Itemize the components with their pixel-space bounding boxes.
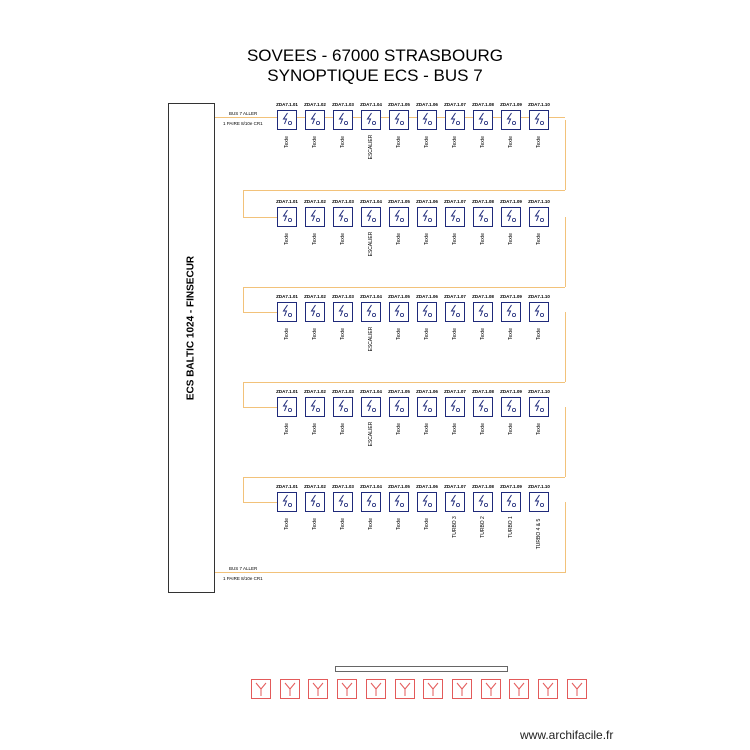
break-glass-call-point-icon (333, 302, 353, 322)
device-label: Texte (284, 423, 290, 435)
device-code: ZDA7.1.07 (444, 294, 466, 299)
antenna-icon (481, 679, 501, 699)
device-label: Texte (312, 233, 318, 245)
break-glass-call-point-icon (361, 397, 381, 417)
device-code: ZDA7.1.05 (388, 199, 410, 204)
device-label: Texte (452, 328, 458, 340)
bus-wire-return (243, 382, 565, 383)
bus-wire-drop (243, 477, 244, 502)
device-code: ZDA7.1.03 (332, 199, 354, 204)
device-label: Texte (396, 423, 402, 435)
antenna-icon (538, 679, 558, 699)
device-code: ZDA7.1.10 (528, 389, 550, 394)
device-label: Texte (508, 233, 514, 245)
device-code: ZDA7.1.02 (304, 102, 326, 107)
device-label: Texte (312, 518, 318, 530)
device-code: ZDA7.1.02 (304, 294, 326, 299)
break-glass-call-point-icon (529, 302, 549, 322)
break-glass-call-point-icon (277, 302, 297, 322)
bus-bottom-cable: 1 PAIRE 8/10e CR1 (223, 576, 263, 581)
break-glass-call-point-icon (389, 110, 409, 130)
device-label: TURBO 4 & 5 (536, 518, 542, 549)
break-glass-call-point-icon (473, 302, 493, 322)
break-glass-call-point-icon (445, 397, 465, 417)
device-code: ZDA7.1.09 (500, 294, 522, 299)
bus-wire-drop (565, 120, 566, 190)
device-code: ZDA7.1.08 (472, 484, 494, 489)
bus-top-cable: 1 PAIRE 8/10e CR1 (223, 121, 263, 126)
device-code: ZDA7.1.08 (472, 294, 494, 299)
device-label: Texte (424, 136, 430, 148)
break-glass-call-point-icon (389, 492, 409, 512)
break-glass-call-point-icon (529, 492, 549, 512)
repeater-bar (335, 666, 508, 672)
device-label: ESCALIER (368, 134, 374, 160)
bus-wire-feed (243, 407, 277, 408)
device-code: ZDA7.1.06 (416, 484, 438, 489)
device-label: Texte (396, 518, 402, 530)
device-label: Texte (480, 233, 486, 245)
device-label: Texte (312, 328, 318, 340)
device-label: Texte (452, 136, 458, 148)
bus-wire-return (243, 477, 565, 478)
device-label: TURBO 2 (480, 516, 486, 539)
bus-wire-drop (565, 217, 566, 287)
break-glass-call-point-icon (473, 207, 493, 227)
device-code: ZDA7.1.08 (472, 199, 494, 204)
break-glass-call-point-icon (305, 397, 325, 417)
device-code: ZDA7.1.03 (332, 484, 354, 489)
device-code: ZDA7.1.05 (388, 102, 410, 107)
watermark: www.archifacile.fr (520, 728, 614, 742)
bus-wire-return (243, 190, 565, 191)
device-label: Texte (452, 423, 458, 435)
bus-wire-drop (243, 287, 244, 312)
device-code: ZDA7.1.01 (276, 294, 298, 299)
device-code: ZDA7.1.02 (304, 199, 326, 204)
break-glass-call-point-icon (529, 110, 549, 130)
device-code: ZDA7.1.05 (388, 389, 410, 394)
antenna-icon (308, 679, 328, 699)
device-code: ZDA7.1.01 (276, 102, 298, 107)
break-glass-call-point-icon (333, 492, 353, 512)
device-label: Texte (508, 136, 514, 148)
device-code: ZDA7.1.04 (360, 102, 382, 107)
device-label: Texte (368, 518, 374, 530)
break-glass-call-point-icon (305, 302, 325, 322)
device-code: ZDA7.1.07 (444, 102, 466, 107)
break-glass-call-point-icon (417, 110, 437, 130)
break-glass-call-point-icon (417, 492, 437, 512)
device-label: Texte (536, 136, 542, 148)
bus-wire-feed (243, 312, 277, 313)
device-label: Texte (396, 328, 402, 340)
device-label: Texte (340, 136, 346, 148)
device-code: ZDA7.1.02 (304, 484, 326, 489)
break-glass-call-point-icon (501, 492, 521, 512)
break-glass-call-point-icon (277, 207, 297, 227)
device-code: ZDA7.1.10 (528, 294, 550, 299)
break-glass-call-point-icon (473, 397, 493, 417)
device-label: Texte (396, 233, 402, 245)
device-label: Texte (508, 423, 514, 435)
break-glass-call-point-icon (305, 110, 325, 130)
device-label: Texte (284, 136, 290, 148)
device-label: Texte (424, 518, 430, 530)
break-glass-call-point-icon (389, 397, 409, 417)
break-glass-call-point-icon (529, 397, 549, 417)
device-label: Texte (536, 423, 542, 435)
device-code: ZDA7.1.06 (416, 294, 438, 299)
device-label: Texte (340, 518, 346, 530)
break-glass-call-point-icon (389, 302, 409, 322)
bus-wire-return (243, 287, 565, 288)
antenna-icon (509, 679, 529, 699)
device-label: TURBO 3 (452, 516, 458, 539)
device-code: ZDA7.1.09 (500, 199, 522, 204)
antenna-icon (251, 679, 271, 699)
device-label: Texte (312, 423, 318, 435)
device-label: Texte (480, 328, 486, 340)
break-glass-call-point-icon (333, 397, 353, 417)
device-code: ZDA7.1.04 (360, 199, 382, 204)
device-label: ESCALIER (368, 326, 374, 352)
break-glass-call-point-icon (389, 207, 409, 227)
device-code: ZDA7.1.01 (276, 389, 298, 394)
device-code: ZDA7.1.01 (276, 199, 298, 204)
antenna-icon (337, 679, 357, 699)
break-glass-call-point-icon (417, 302, 437, 322)
bus-top-name: BUS 7 ALLER (229, 111, 258, 116)
device-code: ZDA7.1.09 (500, 484, 522, 489)
device-code: ZDA7.1.03 (332, 294, 354, 299)
device-label: Texte (340, 423, 346, 435)
device-label: Texte (284, 233, 290, 245)
device-label: Texte (480, 423, 486, 435)
break-glass-call-point-icon (333, 110, 353, 130)
break-glass-call-point-icon (333, 207, 353, 227)
device-label: Texte (312, 136, 318, 148)
device-label: Texte (284, 328, 290, 340)
device-code: ZDA7.1.10 (528, 199, 550, 204)
device-code: ZDA7.1.02 (304, 389, 326, 394)
break-glass-call-point-icon (501, 302, 521, 322)
device-code: ZDA7.1.04 (360, 484, 382, 489)
device-code: ZDA7.1.10 (528, 102, 550, 107)
bus-wire-feed (243, 217, 277, 218)
device-label: Texte (396, 136, 402, 148)
device-label: Texte (452, 233, 458, 245)
antenna-icon (395, 679, 415, 699)
break-glass-call-point-icon (305, 492, 325, 512)
antenna-icon (452, 679, 472, 699)
break-glass-call-point-icon (361, 110, 381, 130)
break-glass-call-point-icon (445, 302, 465, 322)
break-glass-call-point-icon (501, 397, 521, 417)
diagram-title: SOVEES - 67000 STRASBOURG (246, 46, 504, 65)
bus-wire-bottom (215, 572, 566, 573)
break-glass-call-point-icon (277, 110, 297, 130)
bus-wire-drop (565, 312, 566, 382)
device-label: Texte (424, 328, 430, 340)
device-code: ZDA7.1.03 (332, 102, 354, 107)
device-code: ZDA7.1.06 (416, 102, 438, 107)
diagram-subtitle: SYNOPTIQUE ECS - BUS 7 (267, 66, 483, 85)
device-code: ZDA7.1.04 (360, 294, 382, 299)
break-glass-call-point-icon (361, 207, 381, 227)
device-code: ZDA7.1.07 (444, 389, 466, 394)
device-label: Texte (424, 423, 430, 435)
break-glass-call-point-icon (361, 302, 381, 322)
device-label: Texte (284, 518, 290, 530)
device-code: ZDA7.1.01 (276, 484, 298, 489)
device-label: Texte (340, 233, 346, 245)
device-code: ZDA7.1.09 (500, 389, 522, 394)
break-glass-call-point-icon (277, 397, 297, 417)
break-glass-call-point-icon (529, 207, 549, 227)
device-label: Texte (536, 233, 542, 245)
bus-bottom-name: BUS 7 ALLER (229, 566, 258, 571)
device-code: ZDA7.1.03 (332, 389, 354, 394)
device-code: ZDA7.1.06 (416, 199, 438, 204)
device-code: ZDA7.1.10 (528, 484, 550, 489)
device-label: ESCALIER (368, 231, 374, 257)
bus-wire-drop (243, 190, 244, 217)
bus-wire-feed (243, 502, 277, 503)
break-glass-call-point-icon (277, 492, 297, 512)
antenna-icon (567, 679, 587, 699)
break-glass-call-point-icon (445, 207, 465, 227)
fire-panel-label: ECS BALTIC 1024 - FINSECUR (185, 255, 197, 401)
device-label: ESCALIER (368, 421, 374, 447)
device-label: Texte (424, 233, 430, 245)
break-glass-call-point-icon (501, 110, 521, 130)
break-glass-call-point-icon (473, 110, 493, 130)
bus-wire-drop (243, 382, 244, 407)
break-glass-call-point-icon (473, 492, 493, 512)
device-label: Texte (508, 328, 514, 340)
antenna-icon (423, 679, 443, 699)
break-glass-call-point-icon (417, 397, 437, 417)
device-code: ZDA7.1.07 (444, 199, 466, 204)
antenna-icon (366, 679, 386, 699)
break-glass-call-point-icon (501, 207, 521, 227)
break-glass-call-point-icon (445, 492, 465, 512)
device-code: ZDA7.1.08 (472, 389, 494, 394)
break-glass-call-point-icon (361, 492, 381, 512)
device-code: ZDA7.1.08 (472, 102, 494, 107)
antenna-icon (280, 679, 300, 699)
device-label: Texte (480, 136, 486, 148)
device-code: ZDA7.1.06 (416, 389, 438, 394)
break-glass-call-point-icon (445, 110, 465, 130)
device-label: TURBO 1 (508, 516, 514, 539)
device-code: ZDA7.1.05 (388, 294, 410, 299)
break-glass-call-point-icon (305, 207, 325, 227)
device-label: Texte (340, 328, 346, 340)
device-code: ZDA7.1.05 (388, 484, 410, 489)
device-label: Texte (536, 328, 542, 340)
bus-wire-drop (565, 407, 566, 477)
break-glass-call-point-icon (417, 207, 437, 227)
bus-wire-drop (565, 502, 566, 572)
device-code: ZDA7.1.04 (360, 389, 382, 394)
device-code: ZDA7.1.09 (500, 102, 522, 107)
device-code: ZDA7.1.07 (444, 484, 466, 489)
